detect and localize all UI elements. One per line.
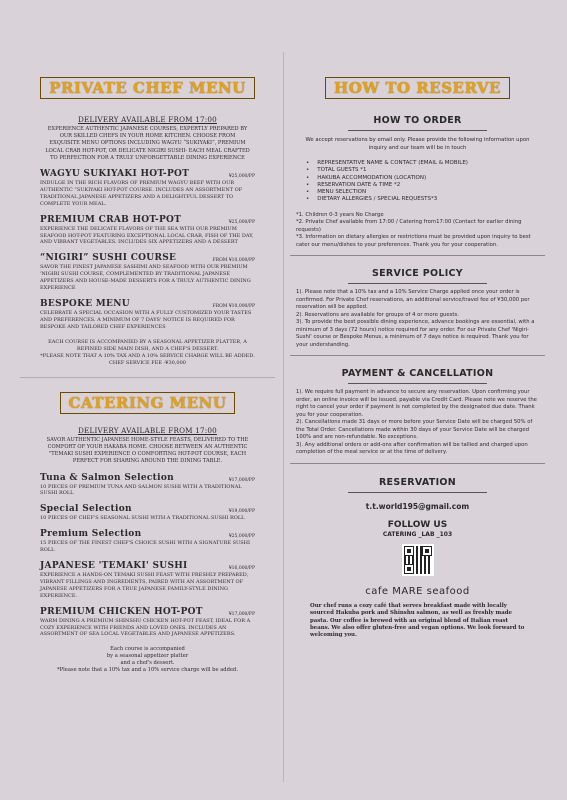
item-price: ¥25,000/PP [228, 174, 255, 180]
service-policy-section [290, 268, 545, 356]
item-price: ¥25,000/PP [228, 534, 255, 540]
item-price: ¥25,000/PP [228, 219, 255, 225]
list-item: • HAKUBA ACCOMMODATION (LOCATION) [306, 175, 539, 182]
qr-code-icon [402, 544, 434, 576]
payment-text: 2). Cancellations made 31 days or more before your Service Date will be charged 50% of the Total Order. Cancellations made within 30 days of your Service Date will be charged 100% and are non-refundable. No exceptions. [296, 419, 533, 441]
private-chef-banner: PRIVATE CHEF MENU [40, 77, 255, 99]
item-price: ¥17,000/PP [228, 477, 255, 483]
item-desc: 10 PIECES OF CHEF'S SEASONAL SUSHI WITH A TRADITIONAL SUSHI ROLL [40, 515, 245, 522]
reserve-banner: HOW TO RESERVE [325, 77, 510, 99]
right-column [284, 0, 567, 800]
service-text: 1). Please note that a 10% tax and a 10% Service Charge applied once your order is confirmed. For Private Chef reservations, an additional service/travel fee of ¥30,000 per reservation will be applied. [296, 289, 530, 311]
item-price: FROM ¥10,000/PP [212, 303, 255, 309]
item-name: Special Selection [40, 504, 132, 515]
how-to-order-section [290, 115, 545, 256]
payment-section [290, 368, 545, 464]
item-desc: EXPERIENCE A HANDS-ON TEMAKI SUSHI FEAST WITH FRESHLY PREPARED, VIBRANT FILLINGS AND INGREDIENTS, PAIRED WITH AN ASSORTMENT OF JAPANESE APPETIZERS FOR A TRUE JAPANESE FAMILY-STYLE DINING EXPERIENCE. [40, 572, 249, 599]
note-line: Each course is accompanied [110, 646, 185, 653]
footnote: *3. Information on dietary allergies or restrictions must be provided upon inquiry to best cater our menu/dishes to your preferences. Thank you for your cooperation. [296, 234, 531, 248]
menu-item [40, 504, 255, 522]
title-underline [348, 383, 487, 384]
order-intro: We accept reservations by email only. Please provide the following information upon inquiry and our team will be in touch [305, 137, 530, 151]
item-name: “NIGIRI” SUSHI COURSE [40, 253, 177, 264]
menu-item [40, 561, 255, 600]
item-name: BESPOKE MENU [40, 298, 130, 309]
note-line: *PLEASE NOTE THAT A 10% TAX AND A 10% SERVICE CHARGE WILL BE ADDED. [40, 352, 255, 359]
note-line: CHEF SERVICE FEE -¥30,000 [109, 359, 186, 366]
note-line: by a seasonal appetizer platter [106, 653, 189, 660]
list-item: • RESERVATION DATE & TIME *2 [306, 182, 539, 189]
menu-item [40, 253, 255, 292]
note-line: *Please note that a 10% tax and a 10% service charge will be added. [57, 667, 238, 674]
item-price: ¥16,000/PP [228, 566, 255, 572]
item-name: PREMIUM CHICKEN HOT-POT [40, 606, 203, 617]
item-desc: INDULGE IN THE RICH FLAVORS OF PREMIUM WAGYU BEEF WITH OUR AUTHENTIC “SUKIYAKI HOT-POT COURSE. INCLUDES AN ASSORTMENT OF TRADITIONAL JAPANESE APPETIZERS AND A DELIGHTFUL DESSERT TO COMPLETE YOUR MEAL. [40, 180, 243, 207]
order-requirements-list [296, 160, 539, 204]
service-text: 2). Reservations are available for groups of 4 or more guests. [296, 311, 459, 318]
reservation-title: RESERVATION [378, 476, 457, 488]
private-chef-delivery: DELIVERY AVAILABLE FROM 17:00 [78, 115, 217, 124]
list-item: • DIETARY ALLERGIES / SPECIAL REQUESTS*3 [306, 196, 539, 203]
left-column [0, 0, 283, 800]
cafe-description: Our chef runs a cozy café that serves breakfast made with locally sourced Hakuba pork and Shinshu salmon, as well as freshly made pasta. Our coffee is brewed with an original blend of Italian roast beans. We also offer gluten-free and vegan options. We look forward to welcoming you. [310, 602, 525, 639]
note-line: and a chef's dessert. [120, 660, 175, 667]
item-desc: WARM DINING A PREMIUM SHINSHU CHICKEN HOT-POT FEAST, IDEAL FOR A COZY EXPERIENCE WITH FRIENDS AND LOVED ONES. INCLUDES AN ASSORTMENT OF SEA LOCAL VEGETABLES AND JAPANESE APPETIZERS. [40, 617, 251, 638]
service-policy-title: SERVICE POLICY [372, 268, 463, 280]
title-underline [348, 130, 487, 131]
list-item: • REPRESENTATIVE NAME & CONTACT (EMAIL & MOBILE) [306, 160, 539, 167]
reservation-email[interactable]: t.t.world195@gmail.com [365, 501, 470, 511]
item-name: WAGYU SUKIYAKI HOT-POT [40, 169, 190, 180]
item-name: PREMIUM CRAB HOT-POT [40, 214, 182, 225]
catering-delivery: DELIVERY AVAILABLE FROM 17:00 [78, 425, 217, 435]
item-name: JAPANESE 'TEMAKI' SUSHI [40, 561, 188, 572]
title-underline [348, 492, 487, 493]
list-item: • MENU SELECTION [306, 189, 539, 196]
private-chef-note [40, 339, 255, 367]
menu-item [40, 299, 255, 331]
note-line: EACH COURSE IS ACCOMPANIED BY A SEASONAL APPETIZER PLATTER, A REFINED SIDE MAIN DISH, AND A CHEF'S DESSERT. [48, 338, 247, 352]
title-underline [348, 283, 487, 284]
item-price: FROM ¥10,000/PP [212, 258, 255, 264]
menu-item [40, 607, 255, 639]
catering-note [40, 646, 255, 674]
payment-text: 1). We require full payment in advance to secure any reservation. Upon confirming your order, an online invoice will be issued, payable via Credit Card. Please note we reserve the right to cancel your order if payment is not completed by the designated due date. Thank you for your cooperation. [296, 389, 537, 418]
list-item: • TOTAL GUESTS *1 [306, 167, 539, 174]
payment-title: PAYMENT & CANCELLATION [341, 368, 494, 380]
menu-item [40, 473, 255, 498]
item-price: ¥17,000/PP [228, 611, 255, 617]
menu-item [40, 215, 255, 247]
item-price: ¥19,000/PP [228, 509, 255, 515]
footnote: *2. Private Chef available from 17:00 / Catering from17:00 (Contact for earlier dining requests) [296, 219, 522, 233]
footnote: *1. Children 0-3 years No Charge [296, 211, 384, 218]
menu-item [40, 169, 255, 208]
catering-banner: CATERING MENU [60, 392, 236, 414]
item-name: Tuna & Salmon Selection [40, 472, 175, 483]
menu-item [40, 529, 255, 554]
private-chef-intro: EXPERIENCE AUTHENTIC JAPANESE COURSES, EXPERTLY PREPARED BY OUR SKILLED CHEFS IN YOUR HOME KITCHEN. CHOOSE FROM EXQUISITE MENU OPTIONS INCLUDING WAGYU “SUKIYAKI”, PREMIUM LOCAL CRAB HOT-POT, OR DELICATE NIGIRI SUSHI- EACH MEAL CRAFTED TO PERFECTION FOR A TRULY UNFORGETTABLE DINING EXPERIENCE [45, 126, 250, 161]
item-desc: 10 PIECES OF PREMIUM TUNA AND SALMON SUSHI WITH A TRADITIONAL SUSHI ROLL [40, 483, 242, 497]
section-divider [20, 377, 275, 378]
social-handle[interactable]: CATERING _LAB _103 [382, 530, 453, 538]
item-desc: CELEBRATE A SPECIAL OCCASION WITH A FULLY CUSTOMIZED YOUR TASTES AND PREFERENCES. A MINIMUM OF 7 DAYS' NOTICE IS REQUIRED FOR BESPOKE AND TAILORED CHEF EXPERIENCES [40, 309, 252, 330]
item-desc: 15 PIECES OF THE FINEST CHEF'S CHOICE SUSHI WITH A SIGNATURE SUSHI ROLL [40, 540, 251, 554]
how-to-order-title: HOW TO ORDER [373, 115, 462, 126]
payment-text: 3). Any additional orders or add-ons after confirmation will be tallied and charged upon completion of the meal service or at the time of delivery. [296, 441, 528, 456]
item-desc: EXPERIENCE THE DELICATE FLAVORS OF THE SEA WITH OUR PREMIUM SEAFOOD HOT-POT FEATURING EXCEPTIONAL LOCAL CRAB, FISH OF THE DAY, AND VIBRANT VEGETABLES. INCLUDES SIX APPETIZERS AND A DESSERT [40, 225, 254, 246]
cafe-title: cafe MARE seafood [365, 585, 470, 597]
catering-intro: SAVOR AUTHENTIC JAPANESE HOME-STYLE FEASTS, DELIVERED TO THE COMFORT OF YOUR HAKABA HOME. CHOOSE BETWEEN AN AUTHENTIC "TEMAKI SUSHI EXPERIENCE O COMFORTING HOT-POT COURSE, EACH PERFECT FOR SHARING AROUND THE DINING TABLE. [46, 436, 249, 465]
item-name: Premium Selection [40, 529, 142, 540]
service-text: 3). To provide the best possible dining experience, advance bookings are essential, with a minimum of 3 days (72 hours) notice required for any order. For our Private Chef 'Nigiri-Sushi' course or Bespoke Menus, a minimum of 7 days notice is required. Thank you for your understanding. [296, 319, 535, 348]
item-desc: SAVOR THE FINEST JAPANESE SASHIMI AND SEAFOOD WITH OUR PREMIUM 'NIGIRI SUSHI COURSE, COMPLEMENTED BY TRADITIONAL JAPANESE APPETIZERS AND HOUSE-MADE DESSERTS FOR A TRULY AUTHENTIC DINING EXPERIENCE [40, 264, 251, 292]
follow-us-title: FOLLOW US [387, 519, 448, 530]
